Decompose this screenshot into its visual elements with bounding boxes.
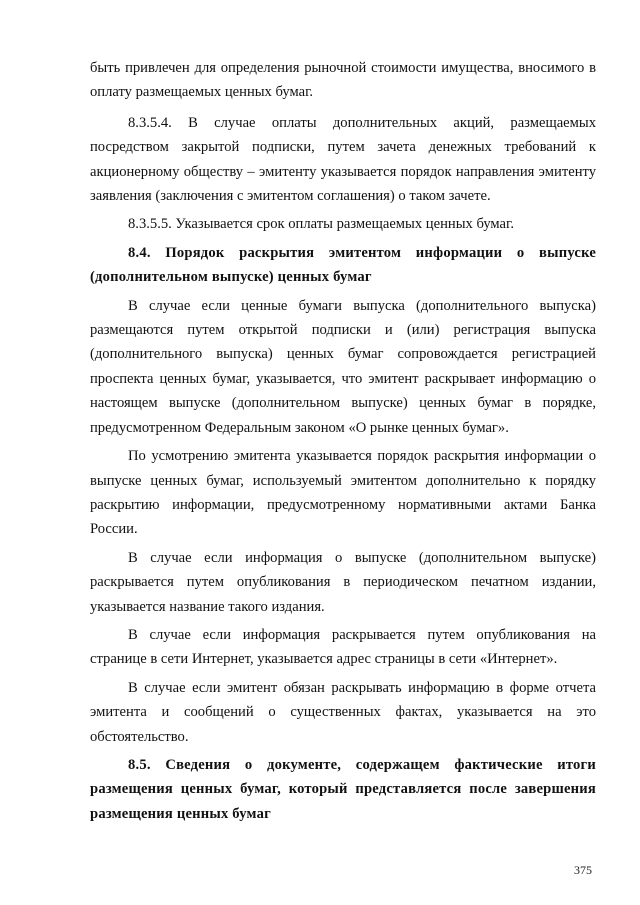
paragraph-report-obligation: В случае если эмитент обязан раскрывать информацию в форме отчета эмитента и сообщений о существенных фактах, указывается на это обстоятельство. [90,679,596,745]
paragraph-internet: В случае если информация раскрывается путем опубликования на странице в сети Интернет, указывается адрес страницы в сети «Интернет». [90,626,596,668]
paragraph-8-3-5-5: 8.3.5.5. Указывается срок оплаты размещаемых ценных бумаг. [128,216,515,233]
page-number: 375 [574,863,592,877]
paragraph-open-subscription: В случае если ценные бумаги выпуска (дополнительного выпуска) размещаются путем открытой подписки и (или) регистрация выпуска (дополнительного выпуска) ценных бумаг сопровождается регистрацией проспекта ценных бумаг, указывается, что эмитент раскрывает информацию о настоящем выпуске (дополнительном выпуске) ценных бумаг в порядке, предусмотренном Федеральным законом «О рынке ценных бумаг». [90,297,596,436]
document-page [90,56,596,826]
paragraph-8-3-5-4: 8.3.5.4. В случае оплаты дополнительных акций, размещаемых посредством закрытой подписки, путем зачета денежных требований к акционерному обществу – эмитенту указывается порядок направления эмитенту заявления (заключения с эмитентом соглашения) о таком зачете. [90,114,596,205]
section-heading-8-5: 8.5. Сведения о документе, содержащем фактические итоги размещения ценных бумаг, который представляется после завершения размещения ценных бумаг [90,756,596,822]
section-heading-8-4: 8.4. Порядок раскрытия эмитентом информации о выпуске (дополнительном выпуске) ценных бумаг [90,244,596,286]
paragraph-continuation: быть привлечен для определения рыночной стоимости имущества, вносимого в оплату размещаемых ценных бумаг. [90,60,596,101]
paragraph-periodical: В случае если информация о выпуске (дополнительном выпуске) раскрывается путем опубликования в периодическом печатном издании, указывается название такого издания. [90,549,596,615]
paragraph-issuer-discretion: По усмотрению эмитента указывается порядок раскрытия информации о выпуске ценных бумаг, используемый эмитентом дополнительно к порядку раскрытию информации, предусмотренному нормативными актами Банка России. [90,448,596,538]
